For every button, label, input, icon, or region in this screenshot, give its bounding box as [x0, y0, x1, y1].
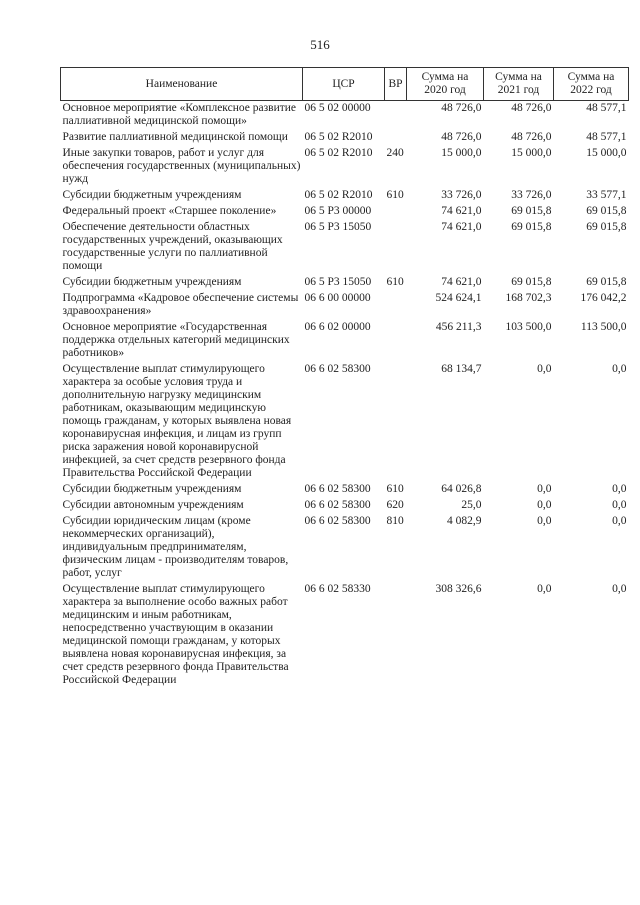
row-name: Основное мероприятие «Государственная поддержка отдельных категорий медицинских работников» [62, 321, 290, 359]
row-sum-2021: 0,0 [537, 483, 552, 495]
row-sum-2021: 0,0 [537, 583, 552, 595]
row-sum-2020: 74 621,0 [441, 205, 482, 217]
row-sum-2022: 113 500,0 [580, 321, 627, 333]
table-row [61, 275, 629, 291]
row-sum-2021: 103 500,0 [505, 321, 552, 333]
row-sum-2020: 15 000,0 [441, 147, 482, 159]
row-vr [385, 130, 407, 146]
row-sum-2020: 308 326,6 [435, 583, 482, 595]
row-csr: 06 5 P3 15050 [304, 276, 372, 288]
row-sum-2022: 176 042,2 [580, 292, 627, 304]
row-name: Субсидии автономным учреждениям [62, 499, 244, 511]
row-sum-2020: 48 726,0 [441, 131, 482, 143]
header-vr: ВР [385, 68, 407, 101]
row-csr: 06 6 00 00000 [304, 292, 371, 304]
row-sum-2022: 69 015,8 [586, 276, 627, 288]
row-name: Субсидии юридическим лицам (кроме некоммерческих организаций), индивидуальным предпринимателям, физическим лицам - производителям товаров, работ, услуг [62, 515, 289, 579]
header-csr: ЦСР [303, 68, 385, 101]
row-sum-2022: 33 577,1 [586, 189, 627, 201]
row-sum-2020: 524 624,1 [435, 292, 482, 304]
page-number: 516 [310, 37, 330, 52]
row-sum-2021: 48 726,0 [511, 102, 552, 114]
row-name: Субсидии бюджетным учреждениям [62, 189, 242, 201]
table-row [61, 498, 629, 514]
row-sum-2020: 64 026,8 [441, 483, 482, 495]
row-csr: 06 5 P3 15050 [304, 221, 372, 233]
table-row [61, 482, 629, 498]
row-sum-2022: 0,0 [612, 363, 627, 375]
row-sum-2022: 0,0 [612, 483, 627, 495]
row-vr: 610 [386, 276, 404, 288]
row-vr: 610 [386, 189, 404, 201]
row-sum-2021: 69 015,8 [511, 205, 552, 217]
row-csr: 06 5 02 R2010 [304, 147, 373, 159]
table-row [61, 291, 629, 320]
row-vr [385, 204, 407, 220]
row-csr: 06 6 02 58300 [304, 515, 371, 527]
table-row [61, 582, 629, 689]
row-name: Субсидии бюджетным учреждениям [62, 483, 242, 495]
row-name: Обеспечение деятельности областных государственных учреждений, оказывающих государственные услуги по паллиативной помощи [62, 221, 283, 272]
row-name: Субсидии бюджетным учреждениям [62, 276, 242, 288]
row-sum-2021: 168 702,3 [505, 292, 552, 304]
row-vr [385, 101, 407, 131]
row-csr: 06 5 02 R2010 [304, 189, 373, 201]
row-sum-2021: 48 726,0 [511, 131, 552, 143]
row-sum-2020: 33 726,0 [441, 189, 482, 201]
row-name: Федеральный проект «Старшее поколение» [62, 205, 277, 217]
row-sum-2022: 15 000,0 [586, 147, 627, 159]
row-sum-2022: 0,0 [612, 499, 627, 511]
row-vr: 240 [386, 147, 404, 159]
table-row [61, 188, 629, 204]
row-csr: 06 5 02 R2010 [304, 131, 373, 143]
row-csr: 06 6 02 58300 [304, 363, 371, 375]
header-sum-2020: Сумма на 2020 год [407, 68, 484, 101]
table-row [61, 146, 629, 188]
row-sum-2020: 25,0 [461, 499, 482, 511]
row-vr: 810 [386, 515, 404, 527]
row-sum-2021: 33 726,0 [511, 189, 552, 201]
row-name: Развитие паллиативной медицинской помощи [62, 131, 288, 143]
row-vr [385, 220, 407, 275]
table-row [61, 514, 629, 582]
row-name: Осуществление выплат стимулирующего характера за особые условия труда и дополнительную нагрузку медицинским работникам, оказывающим медицинскую помощь гражданам, у которых выявлена новая коронавирусная инфекция, и лицам из групп риска заражения новой коронавирусной инфекцией, за счет средств резервного фонда Правительства Российской Федерации [62, 363, 292, 479]
row-sum-2022: 69 015,8 [586, 205, 627, 217]
row-sum-2022: 69 015,8 [586, 221, 627, 233]
row-sum-2020: 4 082,9 [447, 515, 482, 527]
row-vr [385, 320, 407, 362]
table-row [61, 101, 629, 131]
row-name: Основное мероприятие «Комплексное развитие паллиативной медицинской помощи» [62, 102, 297, 127]
row-sum-2020: 456 211,3 [435, 321, 482, 333]
row-sum-2022: 0,0 [612, 583, 627, 595]
row-csr: 06 6 02 58300 [304, 483, 371, 495]
row-vr [385, 582, 407, 689]
table-header-row [61, 68, 629, 101]
row-csr: 06 6 02 58300 [304, 499, 371, 511]
table-row [61, 320, 629, 362]
row-sum-2021: 0,0 [537, 363, 552, 375]
row-sum-2021: 0,0 [537, 515, 552, 527]
row-vr: 620 [386, 499, 404, 511]
header-sum-2021: Сумма на 2021 год [484, 68, 554, 101]
table-row [61, 362, 629, 482]
header-sum-2022: Сумма на 2022 год [554, 68, 629, 101]
row-sum-2022: 48 577,1 [586, 102, 627, 114]
row-sum-2021: 0,0 [537, 499, 552, 511]
row-sum-2020: 68 134,7 [441, 363, 482, 375]
table-row [61, 130, 629, 146]
row-vr [385, 362, 407, 482]
table-row [61, 220, 629, 275]
row-name: Иные закупки товаров, работ и услуг для обеспечения государственных (муниципальных) нужд [62, 147, 301, 185]
row-sum-2021: 15 000,0 [511, 147, 552, 159]
row-sum-2021: 69 015,8 [511, 276, 552, 288]
row-sum-2020: 48 726,0 [441, 102, 482, 114]
row-csr: 06 5 02 00000 [304, 102, 371, 114]
row-csr: 06 6 02 00000 [304, 321, 371, 333]
row-name: Осуществление выплат стимулирующего характера за выполнение особо важных работ медицинским и иным работникам, непосредственно участвующим в оказании медицинской помощи гражданам, у которых выявлена новая коронавирусная инфекция, за счет средств резервного фонда Правительства Российской Федерации [62, 583, 289, 686]
row-csr: 06 6 02 58330 [304, 583, 371, 595]
row-sum-2020: 74 621,0 [441, 276, 482, 288]
row-vr: 610 [386, 483, 404, 495]
row-sum-2022: 48 577,1 [586, 131, 627, 143]
row-vr [385, 291, 407, 320]
row-csr: 06 5 P3 00000 [304, 205, 372, 217]
row-name: Подпрограмма «Кадровое обеспечение системы здравоохранения» [62, 292, 299, 317]
table-row [61, 204, 629, 220]
row-sum-2022: 0,0 [612, 515, 627, 527]
header-name: Наименование [61, 68, 303, 101]
budget-table [60, 67, 629, 689]
row-sum-2020: 74 621,0 [441, 221, 482, 233]
row-sum-2021: 69 015,8 [511, 221, 552, 233]
